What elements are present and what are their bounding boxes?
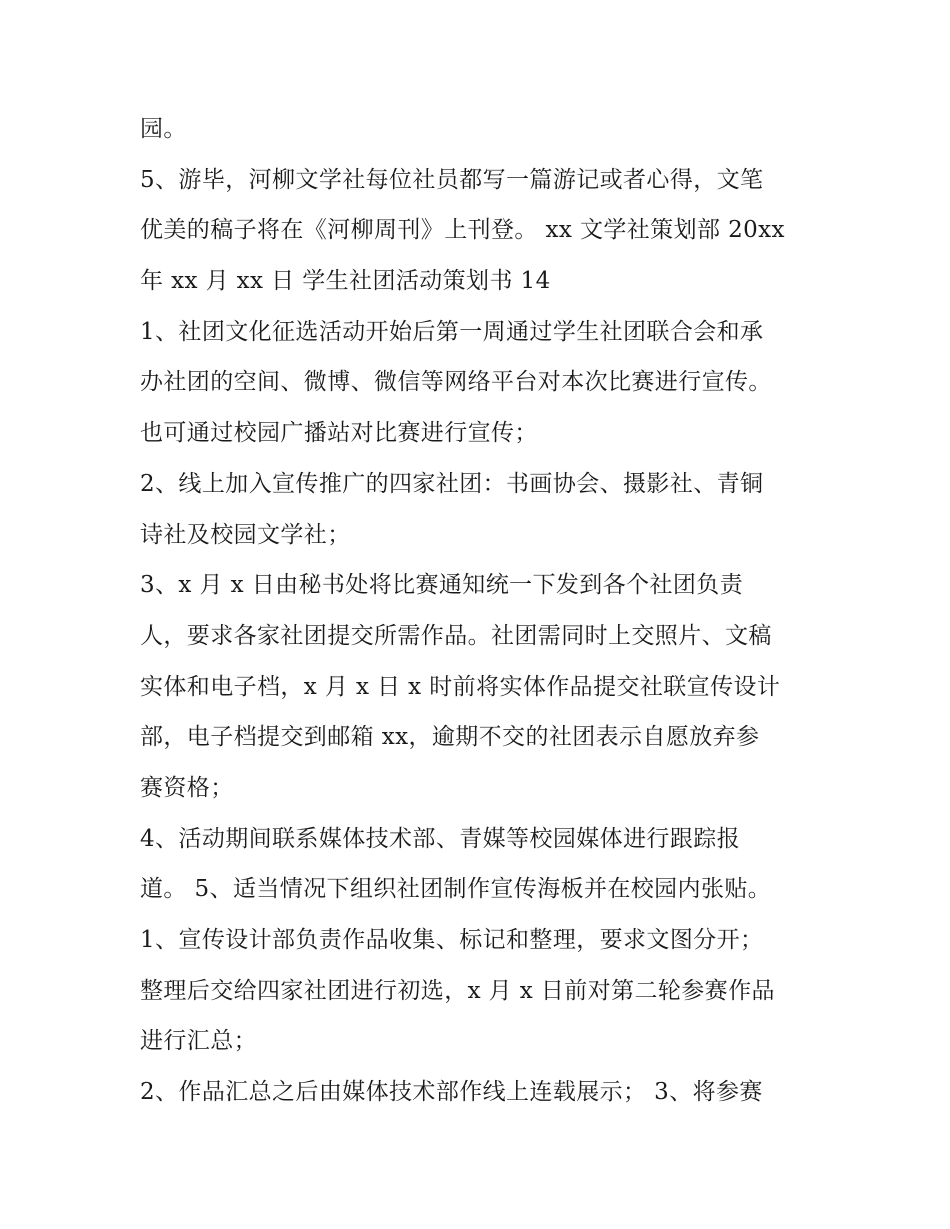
document-body [140,104,820,1118]
text-line: 也可通过校园广播站对比赛进行宣传； [140,420,538,447]
text-line: 1、宣传设计部负责作品收集、标记和整理，要求文图分开； [140,927,764,953]
text-line: 优美的稿子将在《河柳周刊》上刊登。 xx 文学社策划部 20xx [140,217,785,244]
text-line: 办社团的空间、微博、微信等网络平台对本次比赛进行宣传。 [140,369,772,396]
text-line: 2、作品汇总之后由媒体技术部作线上连载展示； 3、将参赛 [140,1079,763,1106]
text-line: 人，要求各家社团提交所需作品。社团需同时上交照片、文稿 [140,622,772,649]
text-line: 部，电子档提交到邮箱 xx，逾期不交的社团表示自愿放弃参 [140,724,760,751]
text-line: 整理后交给四家社团进行初选，x 月 x 日前对第二轮参赛作品 [140,977,775,1004]
text-line: 2、线上加入宣传推广的四家社团：书画协会、摄影社、青铜 [140,470,764,497]
text-line: 4、活动期间联系媒体技术部、青媒等校园媒体进行跟踪报 [140,825,741,852]
text-line: 园。 [140,116,187,142]
text-line: 1、社团文化征选活动开始后第一周通过学生社团联合会和承 [140,318,764,345]
text-line: 赛资格； [140,774,234,801]
text-line: 实体和电子档，x 月 x 日 x 时前将实体作品提交社联宣传设计 [140,673,781,700]
text-line: 3、x 月 x 日由秘书处将比赛通知统一下发到各个社团负责 [140,572,744,599]
text-line: 诗社及校园文学社； [140,521,351,548]
text-line: 5、游毕，河柳文学社每位社员都写一篇游记或者心得，文笔 [140,166,764,193]
text-line: 道。 5、适当情况下组织社团制作宣传海板并在校园内张贴。 [140,876,772,903]
text-line: 年 xx 月 xx 日 学生社团活动策划书 14 [140,268,551,295]
text-line: 进行汇总； [140,1028,257,1055]
